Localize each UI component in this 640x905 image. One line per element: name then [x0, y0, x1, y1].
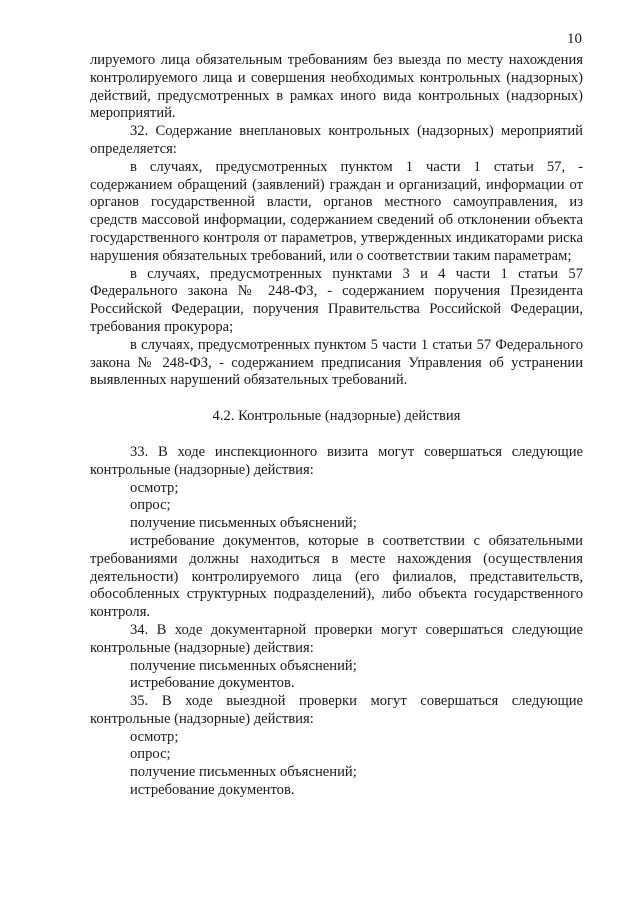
list-item: осмотр;	[130, 479, 179, 496]
list-item: истребование документов.	[130, 782, 295, 799]
list-item: получение письменных объяснений;	[130, 657, 357, 674]
list-item: получение письменных объяснений;	[130, 764, 357, 781]
list-item: получение письменных объяснений;	[130, 515, 357, 532]
document-body	[90, 52, 583, 800]
paragraph: 33. В ходе инспекционного визита могут совершаться следующие контрольные (надзорные) действия:	[90, 443, 583, 478]
paragraphs-before	[90, 52, 583, 390]
paragraphs-after	[90, 444, 583, 800]
paragraph: в случаях, предусмотренных пунктом 5 части 1 статьи 57 Федерального закона № 248-ФЗ, - содержанием предписания Управления об устранении выявленных нарушений обязательных требований.	[90, 336, 583, 389]
paragraph: 35. В ходе выездной проверки могут совершаться следующие контрольные (надзорные) действия:	[90, 693, 583, 727]
list-item: опрос;	[130, 746, 171, 763]
list-item: истребование документов.	[130, 675, 295, 692]
paragraph: 32. Содержание внеплановых контрольных (надзорных) мероприятий определяется:	[90, 123, 583, 157]
paragraph: в случаях, предусмотренных пунктами 3 и 4 части 1 статьи 57 Федерального закона № 248-ФЗ, - содержанием поручения Президента Российской Федерации, поручения Правительства Российской Федерации, требования прокурора;	[90, 265, 583, 335]
paragraph: 34. В ходе документарной проверки могут совершаться следующие контрольные (надзорные) действия:	[90, 621, 583, 656]
list-item: опрос;	[130, 497, 171, 514]
list-item: истребование документов, которые в соответствии с обязательными требованиями должны находиться в месте нахождения (осуществления деятельности) контролируемого лица (его филиалов, представительств, обособленных структурных подразделений), либо объекта государственного контроля.	[90, 532, 583, 621]
section-heading: 4.2. Контрольные (надзорные) действия	[212, 408, 461, 425]
page-number: 10	[567, 31, 582, 47]
paragraph: лируемого лица обязательным требованиям без выезда по месту нахождения контролируемого лица и совершения необходимых контрольных (надзорных) действий, предусмотренных в рамках иного вида контрольных (надзорных) мероприятий.	[90, 52, 583, 122]
paragraph: в случаях, предусмотренных пунктом 1 части 1 статьи 57, - содержанием обращений (заявлений) граждан и организаций, информации от органов государственной власти, органов местного самоуправления, из средств массовой информации, содержанием сведений об отклонении объекта государственного контроля от параметров, утвержденных индикаторами риска нарушения обязательных требований, или о соответствии таким параметрам;	[90, 158, 583, 264]
list-item: осмотр;	[130, 728, 179, 745]
